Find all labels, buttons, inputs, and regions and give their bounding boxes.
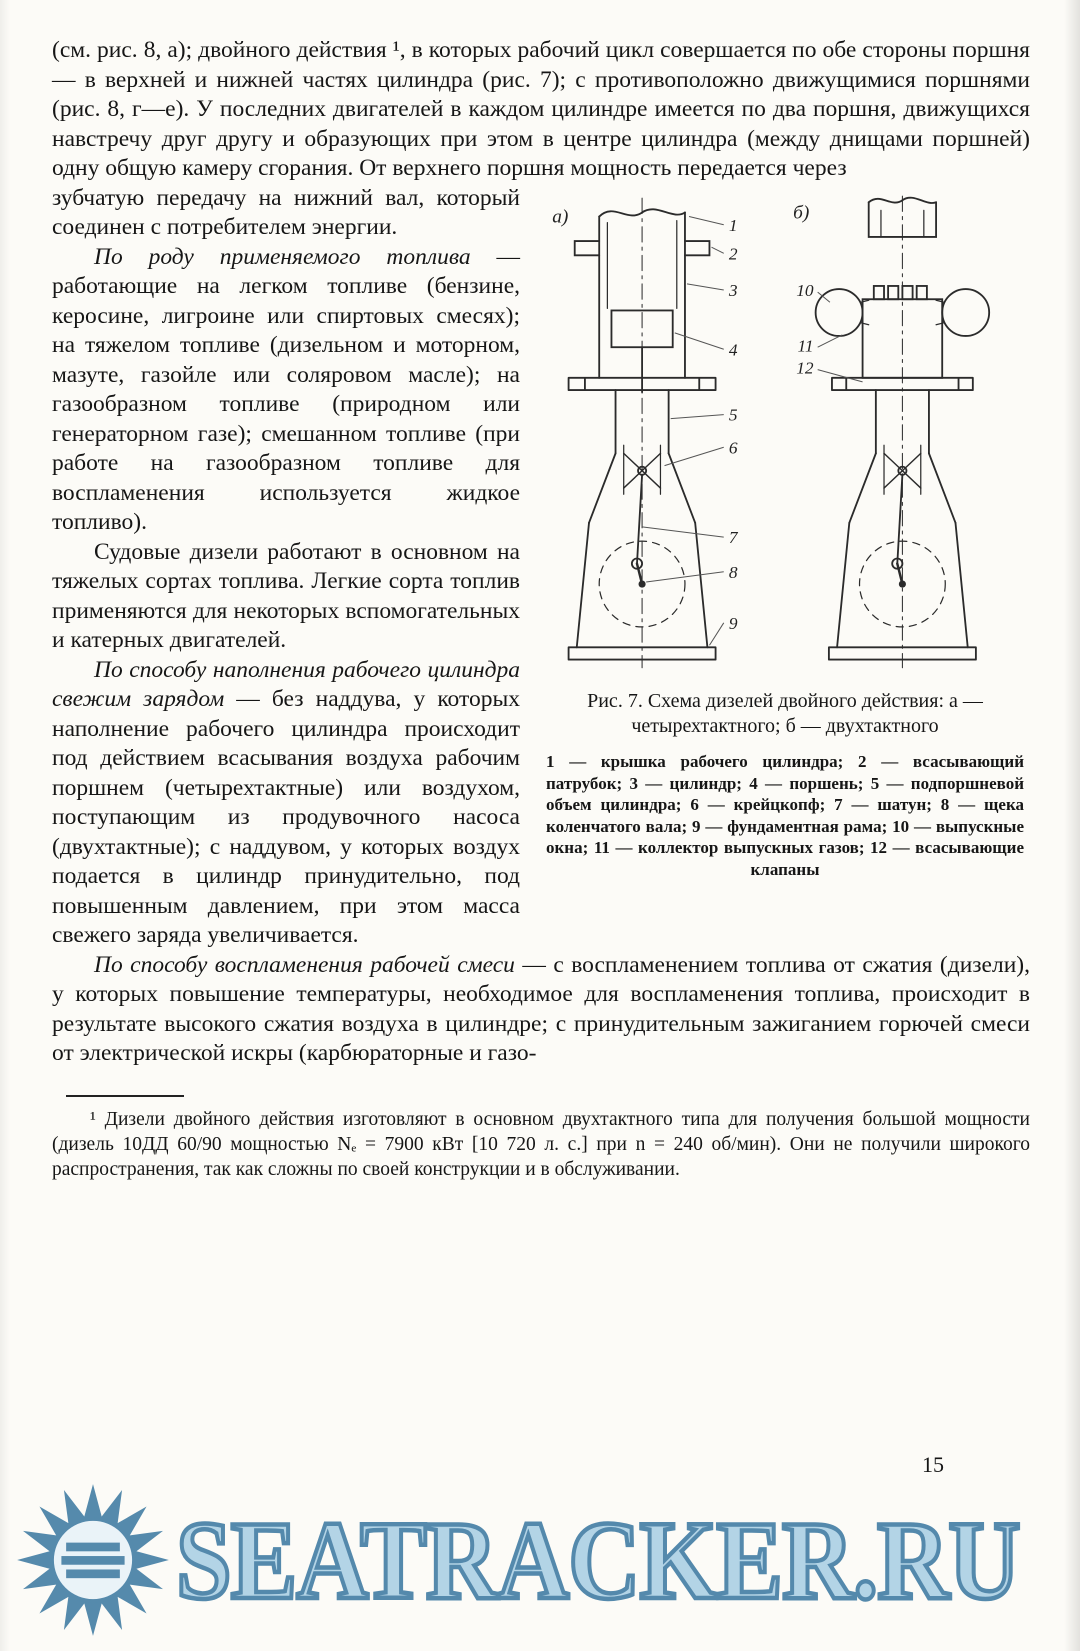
watermark: [14, 1481, 1074, 1639]
subfigure-a-label: а): [552, 206, 569, 228]
subfigure-b-label: б): [793, 202, 810, 224]
callout-9: 9: [728, 613, 738, 633]
figure-7: [540, 190, 1030, 881]
callout-2: 2: [728, 243, 738, 263]
paragraph-lead: По способу наполнения рабочего цилиндра свежим зарядом: [52, 656, 520, 712]
engine-a-diagram: [569, 198, 716, 668]
page-number: 15: [922, 1452, 944, 1477]
callout-8: 8: [728, 562, 738, 582]
callout-7: 7: [728, 527, 738, 547]
footnote-text: ¹ Дизели двойного действия изготовляют в основном двухтактного типа для получения большой мощности (дизель 10ДД 60/90 мощностью Nₑ = 7900 кВт [10 720 л. с.] при n = 240 об/мин). Они не получили широкого распространения, так как сложны по своей конструкции и в обслуживании.: [52, 1108, 1030, 1180]
callout-5: 5: [728, 405, 738, 425]
paragraph-continuation: (см. рис. 8, а); двойного действия ¹, в которых рабочий цикл совершается по обе стороны поршня — в верхней и нижней частях цилиндра (рис. 7); с противоположно движущимися поршнями (рис. 8, г—е). У последних двигателей в каждом цилиндре имеется по два поршня, движущихся навстречу друг другу и образующих при этом в центре цилиндра (между днищами поршней) одну общую камеру сгорания. От верхнего поршня мощность передается через: [52, 37, 1030, 181]
paragraph-body: — без наддува, у которых наполнение рабочего цилиндра происходит под действием всасывания воздуха рабочим поршнем (четырехтактные) или воздухом, поступающим из продувочного насоса (двухтактные); с наддувом, у которых воздух подается в цилиндр принудительно, под повышенным давлением, при этом масса свежего заряда увеличивается.: [52, 686, 520, 948]
paragraph: зубчатую передачу на нижний вал, который соединен с потребителем энергии.: [52, 184, 520, 240]
engine-a-callout-numbers: [728, 215, 739, 632]
figure-legend: 1 — крышка рабочего цилиндра; 2 — всасывающий патрубок; 3 — цилиндр; 4 — поршень; 5 — подпоршневой объем цилиндра; 6 — крейцкопф; 7 — шатун; 8 — щека коленчатого вала; 9 — фундаментная рама; 10 — выпускные окна; 11 — коллектор выпускных газов; 12 — всасывающие клапаны: [546, 752, 1024, 879]
callout-3: 3: [728, 280, 738, 300]
paragraph-body: — работающие на легком топливе (бензине, керосине, лигроине или спиртовых смесях); на тяжелом топливе (дизельном и моторном, мазуте, газойле или соляровом масле); на газообразном топливе (природном или генераторном газе); смешанном топливе (при работе на газообразном топливе для воспламенения используется жидкое топливо).: [52, 243, 520, 535]
callout-11: 11: [797, 335, 814, 355]
sun-logo-icon: [14, 1481, 172, 1639]
callout-1: 1: [728, 215, 738, 235]
paragraph-lead: По способу воспламенения рабочей смеси: [94, 951, 515, 978]
callout-6: 6: [728, 437, 738, 457]
scan-edge-shadow-left: [0, 0, 10, 1651]
callout-10: 10: [796, 280, 814, 300]
paragraph-marine-diesels: Судовые дизели работают в основном на тяжелых сортах топлива. Легкие сорта топлив применяются для некоторых вспомогательных и катерных двигателей.: [52, 538, 520, 653]
paragraph-lead: По роду применяемого топлива: [94, 243, 471, 270]
footnote-rule: [66, 1095, 184, 1097]
paragraph-ignition-method: [52, 951, 1030, 1069]
watermark-text: SEATRACKER.RU: [176, 1497, 1020, 1623]
engine-b-callout-numbers: [796, 281, 814, 378]
engine-b-diagram: [816, 196, 990, 668]
figure-caption: Рис. 7. Схема дизелей двойного действия: а — четырехтактного; б — двухтактного: [587, 690, 983, 738]
engine-a-leader-lines: [642, 216, 724, 645]
scan-edge-shadow-right: [1064, 0, 1080, 1651]
callout-12: 12: [796, 358, 814, 378]
engine-schematic-drawing: [540, 190, 1030, 678]
callout-4: 4: [728, 339, 738, 359]
footnote: [52, 1095, 1030, 1182]
paragraph-body: — с воспламенением топлива от сжатия (дизели), у которых повышение температуры, необходимое для воспламенения топлива, происходит в результате высокого сжатия воздуха в цилиндре; с принудительным зажиганием горючей смеси от электрической искры (карбюраторные и газо-: [52, 951, 1030, 1066]
engine-b-leader-lines: [818, 292, 863, 382]
